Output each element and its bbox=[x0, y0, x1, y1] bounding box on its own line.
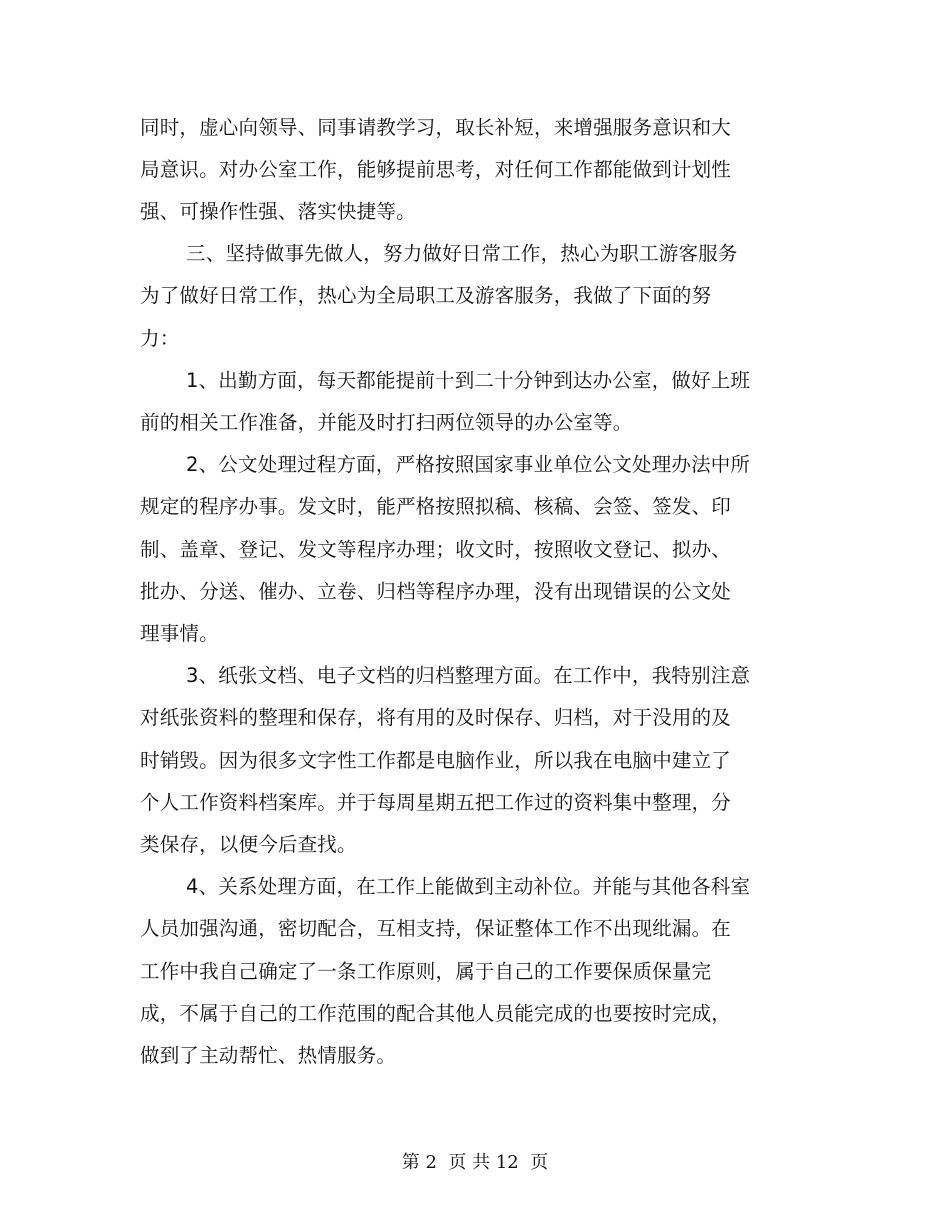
text-line: 规定的程序办事。发文时，能严格按照拟稿、核稿、会签、签发、印 bbox=[140, 495, 732, 518]
text-line: 成，不属于自己的工作范围的配合其他人员能完成的也要按时完成， bbox=[140, 1002, 732, 1025]
text-line: 同时，虚心向领导、同事请教学习，取长补短，来增强服务意识和大 bbox=[140, 116, 732, 139]
text-line: 批办、分送、催办、立卷、归档等程序办理，没有出现错误的公文处 bbox=[140, 580, 732, 603]
text-line: 前的相关工作准备，并能及时打扫两位领导的办公室等。 bbox=[140, 411, 633, 434]
paragraph-start: 3、纸张文档、电子文档的归档整理方面。在工作中，我特别注意 bbox=[186, 664, 751, 687]
paragraph-start: 1、出勤方面，每天都能提前十到二十分钟到达办公室，做好上班 bbox=[186, 369, 751, 392]
text-line: 时销毁。因为很多文字性工作都是电脑作业，所以我在电脑中建立了 bbox=[140, 749, 732, 772]
text-line: 做到了主动帮忙、热情服务。 bbox=[140, 1044, 397, 1067]
text-line: 制、盖章、登记、发文等程序办理；收文时，按照收文登记、拟办、 bbox=[140, 538, 732, 561]
text-line: 人员加强沟通，密切配合，互相支持，保证整体工作不出现纰漏。在 bbox=[140, 917, 732, 940]
page-number-footer: 第 2 页 共 12 页 bbox=[401, 1152, 549, 1173]
text-line: 个人工作资料档案库。并于每周星期五把工作过的资料集中整理，分 bbox=[140, 791, 732, 814]
text-line: 对纸张资料的整理和保存，将有用的及时保存、归档，对于没用的及 bbox=[140, 706, 732, 729]
text-line: 强、可操作性强、落实快捷等。 bbox=[140, 200, 416, 223]
text-line: 工作中我自己确定了一条工作原则，属于自己的工作要保质保量完 bbox=[140, 960, 712, 983]
text-line: 为了做好日常工作，热心为全局职工及游客服务，我做了下面的努 bbox=[140, 284, 712, 307]
section-heading: 三、坚持做事先做人，努力做好日常工作，热心为职工游客服务 bbox=[186, 242, 738, 265]
paragraph-start: 4、关系处理方面，在工作上能做到主动补位。并能与其他各科室 bbox=[186, 875, 751, 898]
text-line: 力： bbox=[140, 327, 180, 350]
paragraph-start: 2、公文处理过程方面，严格按照国家事业单位公文处理办法中所 bbox=[186, 453, 751, 476]
text-line: 理事情。 bbox=[140, 622, 219, 645]
text-line: 类保存，以便今后查找。 bbox=[140, 833, 357, 856]
text-line: 局意识。对办公室工作，能够提前思考，对任何工作都能做到计划性 bbox=[140, 158, 732, 181]
